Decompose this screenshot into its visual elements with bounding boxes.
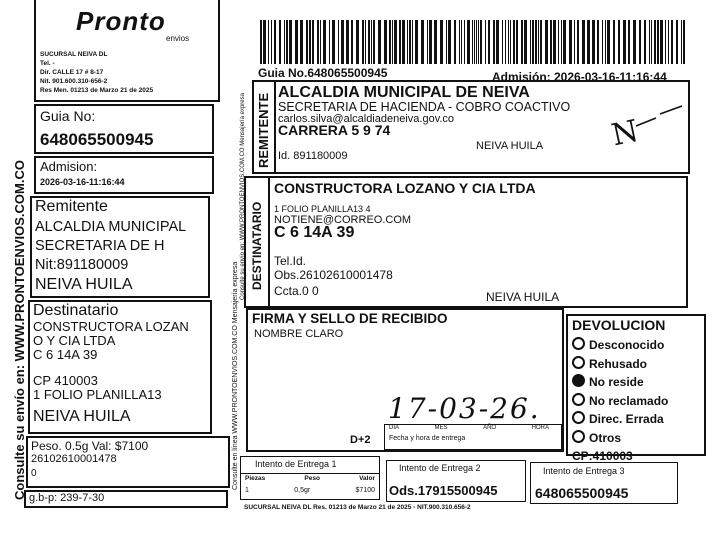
barcode-bar bbox=[524, 20, 527, 64]
barcode-bar bbox=[427, 20, 428, 64]
barcode-bar bbox=[346, 20, 349, 64]
barcode-bar bbox=[478, 20, 479, 64]
destinatario-side-label: DESTINATARIO bbox=[250, 201, 264, 290]
barcode-bar bbox=[563, 20, 566, 64]
intento-3-label: Intento de Entrega 3 bbox=[543, 466, 625, 476]
fecha-label: Fecha y hora de entrega bbox=[389, 435, 466, 442]
barcode-bar bbox=[649, 20, 650, 64]
barcode-bar bbox=[683, 20, 685, 64]
barcode-bar bbox=[569, 20, 572, 64]
barcode-bar bbox=[371, 20, 372, 64]
dest-obs: Obs.26102610001478 bbox=[274, 268, 393, 282]
barcode-bar bbox=[510, 20, 511, 64]
middle-url-text-1: Consulte en línea WWW.PRONTOENVIOS.COM.CO Mensajería expresa bbox=[232, 261, 239, 490]
radio-filled-icon[interactable] bbox=[572, 374, 585, 387]
side-url-text: Consulte su envío en: WWW.PRONTOENVIOS.COM.CO bbox=[12, 160, 27, 500]
barcode-bar bbox=[365, 20, 366, 64]
barcode-bar bbox=[446, 20, 447, 64]
middle-url-text-2: Consulte su envío en: WWW.PRONTOENVIOS.COM.CO Mensajería expresa bbox=[240, 93, 246, 300]
barcode-bar bbox=[553, 20, 556, 64]
barcode-bar bbox=[338, 20, 339, 64]
stub-remitente-lines: ALCALDIA MUNICIPAL SECRETARIA DE H Nit:891180009 NEIVA HUILA bbox=[35, 219, 187, 293]
barcode-bar bbox=[274, 20, 276, 64]
barcode-bar bbox=[651, 20, 652, 64]
fecha-sub-labels: DIA MES AÑO HORA bbox=[389, 425, 549, 431]
barcode-bar bbox=[582, 20, 585, 64]
stub-remitente-label: Remitente bbox=[35, 198, 108, 215]
barcode-bar bbox=[516, 20, 518, 64]
intento-2-label: Intento de Entrega 2 bbox=[399, 463, 481, 473]
barcode-bar bbox=[644, 20, 646, 64]
barcode-bar bbox=[493, 20, 495, 64]
barcode-bar bbox=[306, 20, 308, 64]
remitente-address: CARRERA 5 9 74 bbox=[278, 122, 391, 138]
dest-tel: Tel.Id. bbox=[274, 254, 307, 268]
devolucion-option-5[interactable]: Otros bbox=[572, 429, 668, 448]
devolucion-option-4[interactable]: Direc. Errada bbox=[572, 410, 668, 429]
barcode-bar bbox=[476, 20, 477, 64]
barcode-bar bbox=[654, 20, 656, 64]
barcode-bar bbox=[488, 20, 490, 64]
barcode-bar bbox=[459, 20, 460, 64]
devolucion-option-1[interactable]: Rehusado bbox=[572, 355, 668, 374]
barcode-bar bbox=[320, 20, 321, 64]
barcode-bar bbox=[618, 20, 620, 64]
barcode-bar bbox=[421, 20, 424, 64]
barcode-bar bbox=[263, 20, 266, 64]
barcode-bar bbox=[521, 20, 523, 64]
barcode-bar bbox=[665, 20, 666, 64]
barcode-bar bbox=[373, 20, 375, 64]
nombre-claro: NOMBRE CLARO bbox=[254, 328, 344, 340]
dest-name: CONSTRUCTORA LOZANO Y CIA LTDA bbox=[274, 180, 536, 196]
barcode-bar bbox=[461, 20, 462, 64]
barcode-bar bbox=[472, 20, 473, 64]
handwritten-mark: N bbox=[608, 113, 642, 154]
dest-ccta: Ccta.0 0 bbox=[274, 284, 319, 298]
radio-icon[interactable] bbox=[572, 356, 585, 369]
barcode-bar bbox=[351, 20, 353, 64]
d2-label: D+2 bbox=[350, 434, 371, 446]
barcode-bar bbox=[356, 20, 359, 64]
stub-guia-box bbox=[34, 104, 214, 154]
barcode-bar bbox=[389, 20, 391, 64]
barcode-bar bbox=[284, 20, 285, 64]
pronto-logo-sub: envios bbox=[166, 34, 190, 43]
barcode-bar bbox=[268, 20, 269, 64]
devolucion-options bbox=[572, 336, 668, 466]
guia-bottom: 648065500945 bbox=[535, 485, 629, 501]
barcode-bar bbox=[454, 20, 456, 64]
radio-icon[interactable] bbox=[572, 430, 585, 443]
barcode-bar bbox=[532, 20, 534, 64]
remitente-email: carlos.silva@alcaldiadeneiva.gov.co bbox=[278, 113, 455, 125]
barcode-bar bbox=[613, 20, 615, 64]
intento-2-box bbox=[386, 460, 526, 502]
devolucion-label: DEVOLUCION bbox=[572, 317, 666, 333]
barcode-bar bbox=[279, 20, 281, 64]
barcode bbox=[258, 20, 688, 64]
barcode-bar bbox=[660, 20, 663, 64]
barcode-bar bbox=[602, 20, 603, 64]
barcode-bar bbox=[485, 20, 486, 64]
barcode-bar bbox=[633, 20, 636, 64]
barcode-bar bbox=[407, 20, 408, 64]
barcode-bar bbox=[561, 20, 562, 64]
handwritten-date: 17-03-26. bbox=[388, 392, 541, 425]
stub-destinatario-box bbox=[28, 300, 212, 434]
barcode-svg bbox=[258, 20, 688, 64]
radio-icon[interactable] bbox=[572, 393, 585, 406]
barcode-bar bbox=[597, 20, 599, 64]
barcode-bar bbox=[577, 20, 579, 64]
barcode-bar bbox=[505, 20, 506, 64]
radio-icon[interactable] bbox=[572, 337, 585, 350]
barcode-bar bbox=[300, 20, 303, 64]
barcode-bar bbox=[545, 20, 548, 64]
barcode-bar bbox=[535, 20, 537, 64]
barcode-bar bbox=[378, 20, 381, 64]
barcode-bar bbox=[628, 20, 630, 64]
remitente-id: Id. 891180009 bbox=[278, 150, 348, 162]
firma-label: FIRMA Y SELLO DE RECIBIDO bbox=[252, 311, 448, 326]
stub-admision-label: Admision: bbox=[40, 159, 98, 174]
remitente-name: ALCALDIA MUNICIPAL DE NEIVA bbox=[278, 84, 530, 101]
barcode-bar bbox=[341, 20, 344, 64]
barcode-bar bbox=[671, 20, 673, 64]
devolucion-option-3[interactable]: No reclamado bbox=[572, 392, 668, 411]
main-guia-header: Guia No.648065500945 bbox=[258, 66, 388, 80]
stub-peso-ref: 26102610001478 bbox=[31, 453, 117, 465]
handwritten-stroke bbox=[634, 104, 686, 132]
stub-destinatario-label: Destinatario bbox=[33, 302, 119, 319]
barcode-bar bbox=[587, 20, 590, 64]
barcode-bar bbox=[392, 20, 393, 64]
barcode-bar bbox=[289, 20, 292, 64]
branch-info: SUCURSAL NEIVA DL Tel. - Dir. CALLE 17 # 8-17 Nit. 901.600.310-656-2 Res Men. 01213 de Marzo 21 de 2025 bbox=[40, 51, 154, 94]
barcode-bar bbox=[384, 20, 387, 64]
barcode-bar bbox=[412, 20, 413, 64]
barcode-bar bbox=[513, 20, 515, 64]
stub-gbp: g.b-p: 239-7-30 bbox=[29, 492, 105, 504]
intento-1-box bbox=[240, 456, 380, 500]
cp-value: CP:410003 bbox=[572, 449, 633, 463]
stub-admision-box bbox=[34, 156, 214, 194]
pronto-logo: Pronto bbox=[76, 6, 166, 36]
barcode-bar bbox=[329, 20, 330, 64]
fecha-box bbox=[384, 424, 562, 450]
bottom-values: 1 0,5gr $7100 bbox=[245, 487, 375, 494]
barcode-bar bbox=[530, 20, 531, 64]
devolucion-option-0[interactable]: Desconocido bbox=[572, 336, 668, 355]
barcode-bar bbox=[540, 20, 542, 64]
stub-peso-box bbox=[26, 436, 230, 488]
barcode-bar bbox=[448, 20, 451, 64]
barcode-bar bbox=[271, 20, 272, 64]
barcode-bar bbox=[440, 20, 443, 64]
intento-1-label: Intento de Entrega 1 bbox=[255, 459, 337, 469]
barcode-bar bbox=[550, 20, 552, 64]
barcode-bar bbox=[657, 20, 659, 64]
barcode-bar bbox=[464, 20, 465, 64]
barcode-bar bbox=[474, 20, 475, 64]
barcode-bar bbox=[409, 20, 411, 64]
stub-peso-extra: 0 bbox=[31, 468, 37, 479]
barcode-bar bbox=[309, 20, 311, 64]
barcode-bar bbox=[639, 20, 641, 64]
stub-guia-label: Guia No: bbox=[40, 108, 96, 124]
main-remitente-box bbox=[252, 80, 690, 174]
barcode-bar bbox=[368, 20, 370, 64]
stub-peso-line: Peso. 0.5g Val: $7100 bbox=[31, 439, 149, 453]
firma-box bbox=[246, 308, 564, 452]
remitente-city: NEIVA HUILA bbox=[476, 140, 544, 152]
radio-icon[interactable] bbox=[572, 411, 585, 424]
barcode-bar bbox=[317, 20, 319, 64]
barcode-bar bbox=[558, 20, 559, 64]
bottom-labels: Piezas Peso Valor bbox=[245, 475, 375, 482]
barcode-bar bbox=[362, 20, 364, 64]
barcode-bar bbox=[415, 20, 418, 64]
barcode-bar bbox=[332, 20, 335, 64]
stub-logo-box bbox=[34, 0, 220, 102]
barcode-bar bbox=[480, 20, 482, 64]
barcode-bar bbox=[502, 20, 503, 64]
stub-remitente-box bbox=[30, 196, 210, 298]
ods-value: Ods.17915500945 bbox=[389, 483, 498, 498]
barcode-bar bbox=[668, 20, 669, 64]
barcode-bar bbox=[286, 20, 288, 64]
barcode-bar bbox=[592, 20, 595, 64]
barcode-bar bbox=[402, 20, 405, 64]
barcode-bar bbox=[538, 20, 539, 64]
barcode-bar bbox=[605, 20, 606, 64]
barcode-bar bbox=[574, 20, 575, 64]
barcode-bar bbox=[676, 20, 678, 64]
stub-admision-value: 2026-03-16-11:16:44 bbox=[40, 177, 125, 187]
barcode-bar bbox=[260, 20, 262, 64]
footer-text: SUCURSAL NEIVA DL Res. 01213 de Marzo 21 de 2025 - NIT.900.310.656-2 bbox=[244, 504, 471, 511]
dest-folio: 1 FOLIO PLANILLA13 4 bbox=[274, 204, 371, 214]
barcode-bar bbox=[399, 20, 401, 64]
barcode-bar bbox=[623, 20, 626, 64]
barcode-bar bbox=[467, 20, 470, 64]
remitente-sub: SECRETARIA DE HACIENDA - COBRO COACTIVO bbox=[278, 100, 571, 114]
barcode-bar bbox=[323, 20, 326, 64]
remitente-side-label: REMITENTE bbox=[256, 92, 271, 168]
stub-guia-number: 648065500945 bbox=[40, 130, 154, 149]
barcode-bar bbox=[434, 20, 437, 64]
devolucion-option-2[interactable]: No reside bbox=[572, 373, 668, 392]
devolucion-box bbox=[566, 314, 706, 463]
barcode-bar bbox=[295, 20, 298, 64]
barcode-bar bbox=[312, 20, 314, 64]
dest-email: NOTIENE@CORREO.COM bbox=[274, 214, 412, 226]
intento-3-box bbox=[530, 462, 678, 504]
barcode-bar bbox=[429, 20, 432, 64]
main-admision-header: Admisión: 2026-03-16-11:16:44 bbox=[492, 70, 667, 84]
barcode-bar bbox=[508, 20, 509, 64]
dest-address: C 6 14A 39 bbox=[274, 224, 355, 241]
barcode-bar bbox=[496, 20, 499, 64]
dest-city: NEIVA HUILA bbox=[486, 290, 560, 304]
barcode-bar bbox=[394, 20, 397, 64]
stub-destinatario-lines: CONSTRUCTORA LOZAN O Y CIA LTDA C 6 14A 39 CP 410003 1 FOLIO PLANILLA13 NEIVA HUILA bbox=[33, 319, 189, 425]
stub-gbp-box bbox=[24, 490, 228, 508]
barcode-bar bbox=[681, 20, 682, 64]
main-destinatario-box bbox=[244, 176, 688, 308]
barcode-bar bbox=[607, 20, 610, 64]
